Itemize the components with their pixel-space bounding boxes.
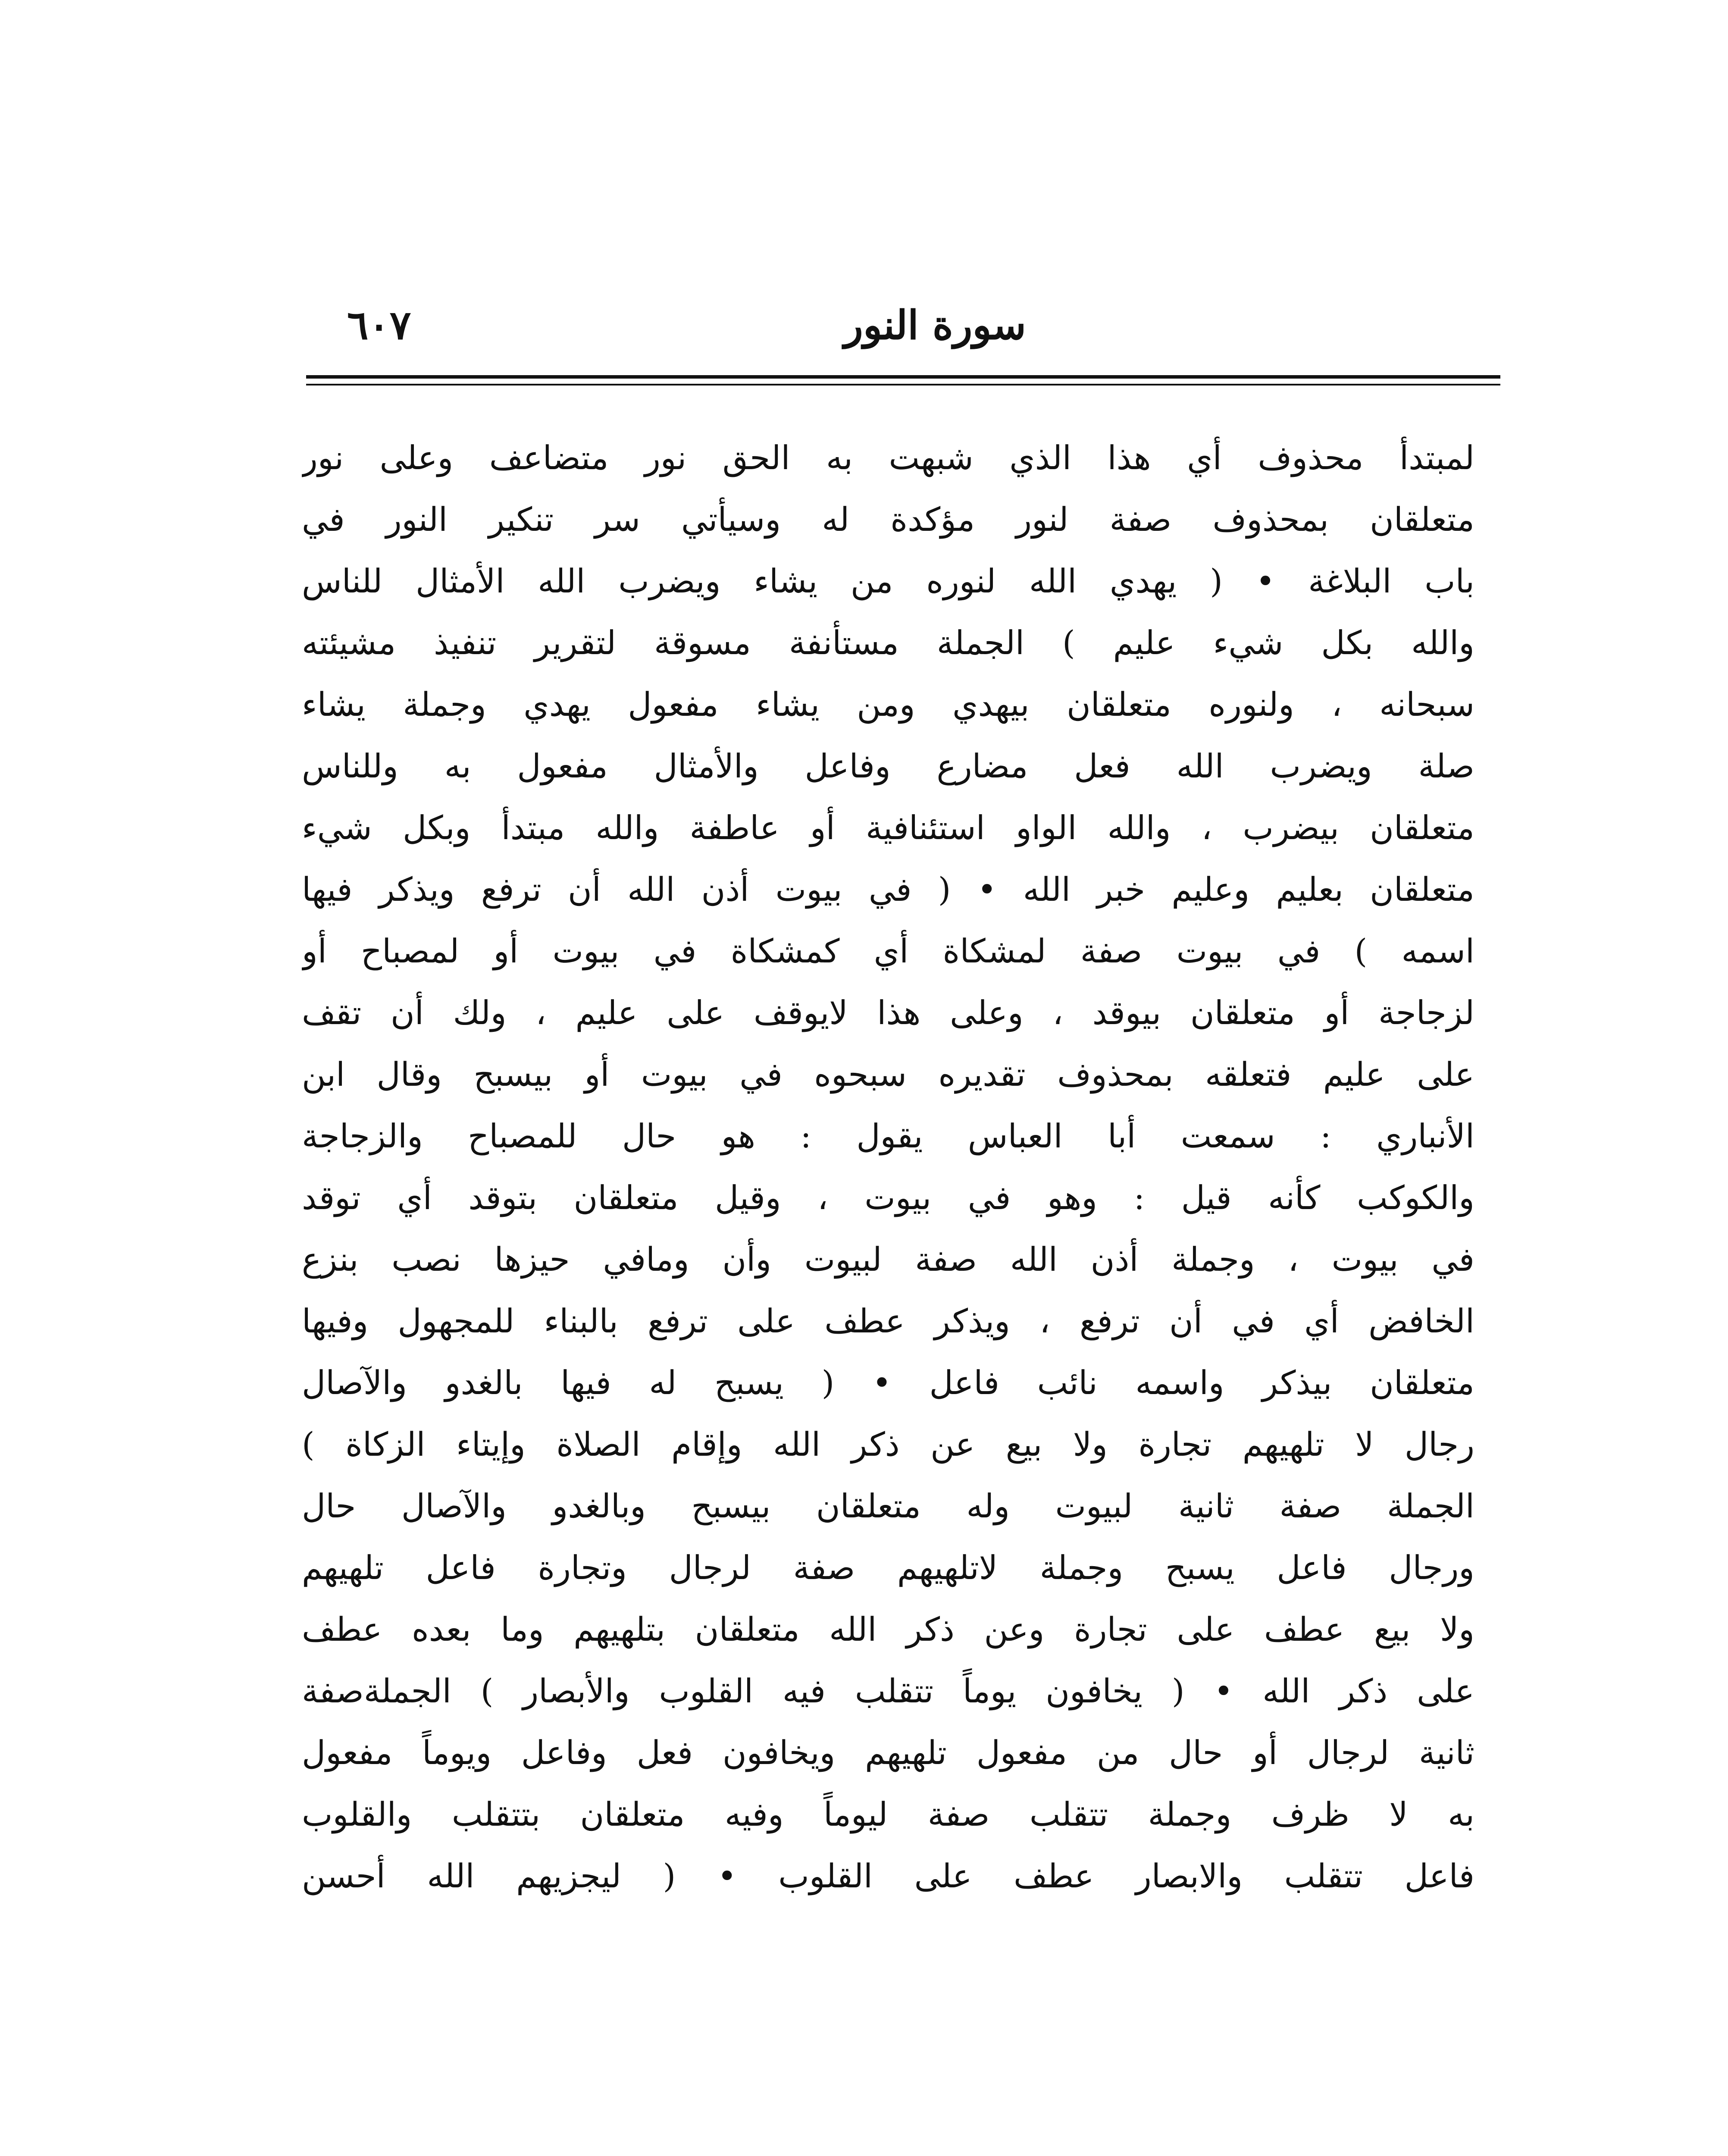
- text-line: ورجال فاعل يسبح وجملة لاتلهيهم صفة لرجال وتجارة فاعل تلهيهم: [302, 1548, 1474, 1587]
- text-line: متعلقان بمحذوف صفة لنور مؤكدة له وسيأتي سر تنكير النور في: [302, 500, 1474, 539]
- text-line: صلة ويضرب الله فعل مضارع وفاعل والأمثال مفعول به وللناس: [302, 747, 1474, 785]
- text-line: باب البلاغة • ( يهدي الله لنوره من يشاء ويضرب الله الأمثال للناس: [302, 562, 1474, 600]
- text-line: متعلقان بعليم وعليم خبر الله • ( في بيوت أذن الله أن ترفع ويذكر فيها: [302, 870, 1474, 909]
- text-line: الجملة صفة ثانية لبيوت وله متعلقان بيسبح وبالغدو والآصال حال: [302, 1487, 1474, 1525]
- text-line: متعلقان بيذكر واسمه نائب فاعل • ( يسبح له فيها بالغدو والآصال: [302, 1363, 1474, 1402]
- surah-title: سورة النور: [844, 302, 1026, 348]
- text-line: الأنباري : سمعت أبا العباس يقول : هو حال للمصباح والزجاجة: [302, 1117, 1474, 1155]
- text-line: اسمه ) في بيوت صفة لمشكاة أي كمشكاة في بيوت أو لمصباح أو: [302, 932, 1474, 970]
- header-rule-thin: [306, 384, 1500, 385]
- text-line: والله بكل شيء عليم ) الجملة مستأنفة مسوقة لتقرير تنفيذ مشيئته: [302, 624, 1474, 662]
- text-line: في بيوت ، وجملة أذن الله صفة لبيوت وأن ومافي حيزها نصب بنزع: [302, 1240, 1474, 1279]
- text-line: والكوكب كأنه قيل : وهو في بيوت ، وقيل متعلقان بتوقد أي توقد: [302, 1178, 1474, 1217]
- text-line: فاعل تتقلب والابصار عطف على القلوب • ( ليجزيهم الله أحسن: [302, 1857, 1474, 1895]
- page-header: [306, 293, 1500, 367]
- body-text: [302, 427, 1474, 1907]
- text-line: لمبتدأ محذوف أي هذا الذي شبهت به الحق نور متضاعف وعلى نور: [302, 439, 1474, 477]
- text-line: لزجاجة أو متعلقان بيوقد ، وعلى هذا لايوقف على عليم ، ولك أن تقف: [302, 993, 1474, 1032]
- text-line: سبحانه ، ولنوره متعلقان بيهدي ومن يشاء مفعول يهدي وجملة يشاء: [302, 685, 1474, 724]
- page-number: ٦٠٧: [347, 302, 411, 348]
- text-line: رجال لا تلهيهم تجارة ولا بيع عن ذكر الله وإقام الصلاة وإيتاء الزكاة ): [302, 1425, 1474, 1463]
- text-line: الخافض أي في أن ترفع ، ويذكر عطف على ترفع بالبناء للمجهول وفيها: [302, 1302, 1474, 1340]
- header-rule: [306, 375, 1500, 379]
- text-line: على ذكر الله • ( يخافون يوماً تتقلب فيه القلوب والأبصار ) الجملةصفة: [302, 1672, 1474, 1710]
- text-line: به لا ظرف وجملة تتقلب صفة ليوماً وفيه متعلقان بتتقلب والقلوب: [302, 1795, 1474, 1833]
- text-line: ثانية لرجال أو حال من مفعول تلهيهم ويخافون فعل وفاعل ويوماً مفعول: [302, 1733, 1474, 1772]
- text-line: متعلقان بيضرب ، والله الواو استئنافية أو عاطفة والله مبتدأ وبكل شيء: [302, 808, 1474, 847]
- text-line: على عليم فتعلقه بمحذوف تقديره سبحوه في بيوت أو بيسبح وقال ابن: [302, 1055, 1474, 1094]
- text-line: ولا بيع عطف على تجارة وعن ذكر الله متعلقان بتلهيهم وما بعده عطف: [302, 1610, 1474, 1648]
